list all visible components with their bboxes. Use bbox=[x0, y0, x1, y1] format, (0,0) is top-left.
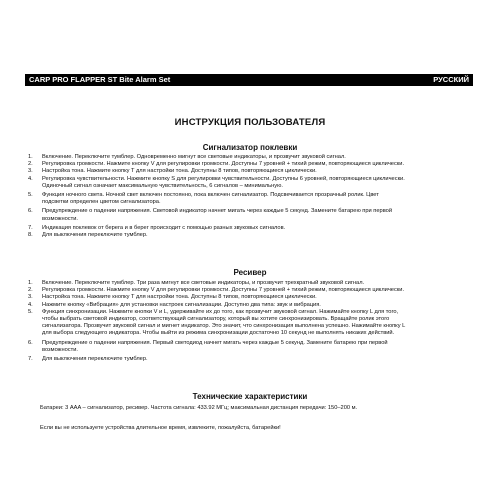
item-text: Настройка тона. Нажмите кнопку T для настройки тона. Доступны 8 типов, повторяющиеся циклически. bbox=[42, 168, 317, 175]
item-text: Включение. Переключите тумблер. Три раза мигнут все световые индикаторы, и прозвучит трехкратный звуковой сигнал. bbox=[42, 280, 365, 286]
item-number: 1. bbox=[28, 154, 33, 160]
batteries-spec: Батареи: 3 AAA – сигнализатор, ресивер. Частота сигнала: 433.92 МГц; максимальная дистанция передачи: 150–200 м. bbox=[40, 405, 358, 411]
item-number: 7. bbox=[28, 356, 33, 363]
list-item bbox=[28, 183, 472, 190]
item-number: 4. bbox=[28, 301, 33, 308]
alarm-section-title: Сигнализатор поклевки bbox=[202, 143, 298, 152]
item-text: Одиночный сигнал означает максимальную чувствительность, 6 сигналов – минимальную. bbox=[42, 182, 283, 189]
item-number: 3. bbox=[28, 294, 33, 301]
list-item bbox=[28, 176, 472, 183]
list-item bbox=[28, 340, 472, 347]
item-text: Функция синхронизации. Нажмите кнопки V и L, удерживайте их до того, как прозвучит звуковой сигнал. Нажимайте кнопку L для того, bbox=[42, 308, 399, 315]
item-text: сигнализатора. Прозвучит звуковой сигнал и мигнет индикатор. Это значит, что синхронизация выполнена успешно. Нажимайте кнопку L bbox=[42, 323, 406, 330]
language-label: РУССКИЙ bbox=[433, 75, 469, 84]
item-text: возможности. bbox=[42, 215, 78, 222]
item-number: 2. bbox=[28, 287, 33, 294]
list-item bbox=[28, 192, 472, 199]
list-item bbox=[28, 330, 472, 337]
storage-note: Если вы не используете устройства длительное время, извлеките, пожалуйста, батарейки! bbox=[40, 425, 281, 431]
item-text: возможности. bbox=[42, 346, 78, 353]
list-item bbox=[28, 225, 472, 232]
list-item bbox=[28, 294, 472, 301]
item-text: чтобы выбрать световой индикатор, соответствующий сигнализатору, который вы хотите синхронизировать. Вращайте ролик этого bbox=[42, 316, 390, 323]
specs-section-title: Технические характеристики bbox=[192, 392, 308, 401]
list-item bbox=[28, 232, 472, 239]
item-number: 5. bbox=[28, 308, 33, 315]
receiver-section-title: Ресивер bbox=[233, 268, 267, 277]
list-item bbox=[28, 216, 472, 223]
item-text: Предупреждение о падении напряжения. Световой индикатор начнет мигать через каждые 5 секунд. Замените батарею при первой bbox=[42, 208, 392, 215]
item-number: 6. bbox=[28, 208, 33, 215]
item-text: Регулировка громкости. Нажмите кнопку V для регулировки громкости. Доступны 7 уровней + тихий режим, повторяющиеся циклически. bbox=[42, 161, 405, 168]
item-number: 7. bbox=[28, 224, 33, 231]
item-number: 2. bbox=[28, 161, 33, 168]
item-number: 6. bbox=[28, 339, 33, 346]
alarm-instructions-list bbox=[28, 154, 472, 239]
page-title: ИНСТРУКЦИЯ ПОЛЬЗОВАТЕЛЯ bbox=[174, 117, 326, 128]
list-item bbox=[28, 309, 472, 316]
item-text: Предупреждение о падении напряжения. Первый светодиод начнет мигать через каждые 5 секунд. Замените батарею при первой bbox=[42, 339, 388, 346]
item-number: 1. bbox=[28, 280, 33, 286]
item-number: 5. bbox=[28, 192, 33, 199]
item-text: подсветки определен цветом сигнализатора. bbox=[42, 199, 161, 206]
item-text: Функция ночного света. Ночной свет включен постоянно, пока включен сигнализатор. Подсвечивается прозрачный ролик. Цвет bbox=[42, 192, 379, 199]
item-text: для выбора следующего индикатора. Чтобы выйти из режима синхронизации достаточно 10 секунд не выполнять никаких действий. bbox=[42, 330, 395, 337]
item-text: Включение. Переключите тумблер. Одновременно мигнут все световые индикаторы, и прозвучит звуковой сигнал. bbox=[42, 154, 346, 160]
item-text: Регулировка громкости. Нажмите кнопку V для регулировки громкости. Доступны 7 уровней + тихий режим, повторяющиеся циклически. bbox=[42, 287, 405, 294]
list-item bbox=[28, 168, 472, 175]
list-item bbox=[28, 347, 472, 354]
header-bar bbox=[25, 74, 473, 86]
list-item bbox=[28, 302, 472, 309]
item-text: Для выключения переключите тумблер. bbox=[42, 232, 148, 239]
list-item bbox=[28, 208, 472, 215]
product-title: CARP PRO FLAPPER ST Bite Alarm Set bbox=[29, 75, 171, 84]
item-text: Для выключения переключите тумблер. bbox=[42, 356, 148, 363]
item-text: Регулировка чувствительности. Нажмите кнопку S для регулировки чувствительности. Доступны 6 уровней, повторяющиеся циклически. bbox=[42, 175, 405, 182]
receiver-instructions-list bbox=[28, 280, 472, 363]
item-number: 8. bbox=[28, 232, 33, 239]
item-number: 4. bbox=[28, 175, 33, 182]
item-text: Настройка тона. Нажмите кнопку T для настройки тона. Доступны 8 типов, повторяющиеся циклически. bbox=[42, 294, 317, 301]
list-item bbox=[28, 199, 472, 206]
item-number: 3. bbox=[28, 168, 33, 175]
list-item bbox=[28, 356, 472, 363]
item-text: Нажмите кнопку «Вибрация» для установки настроек сигнализации. Доступно два типа: звук и вибрация. bbox=[42, 301, 321, 308]
item-text: Индикация поклевок от берега и в берег происходит с помощью разных звуковых сигналов. bbox=[42, 224, 286, 231]
